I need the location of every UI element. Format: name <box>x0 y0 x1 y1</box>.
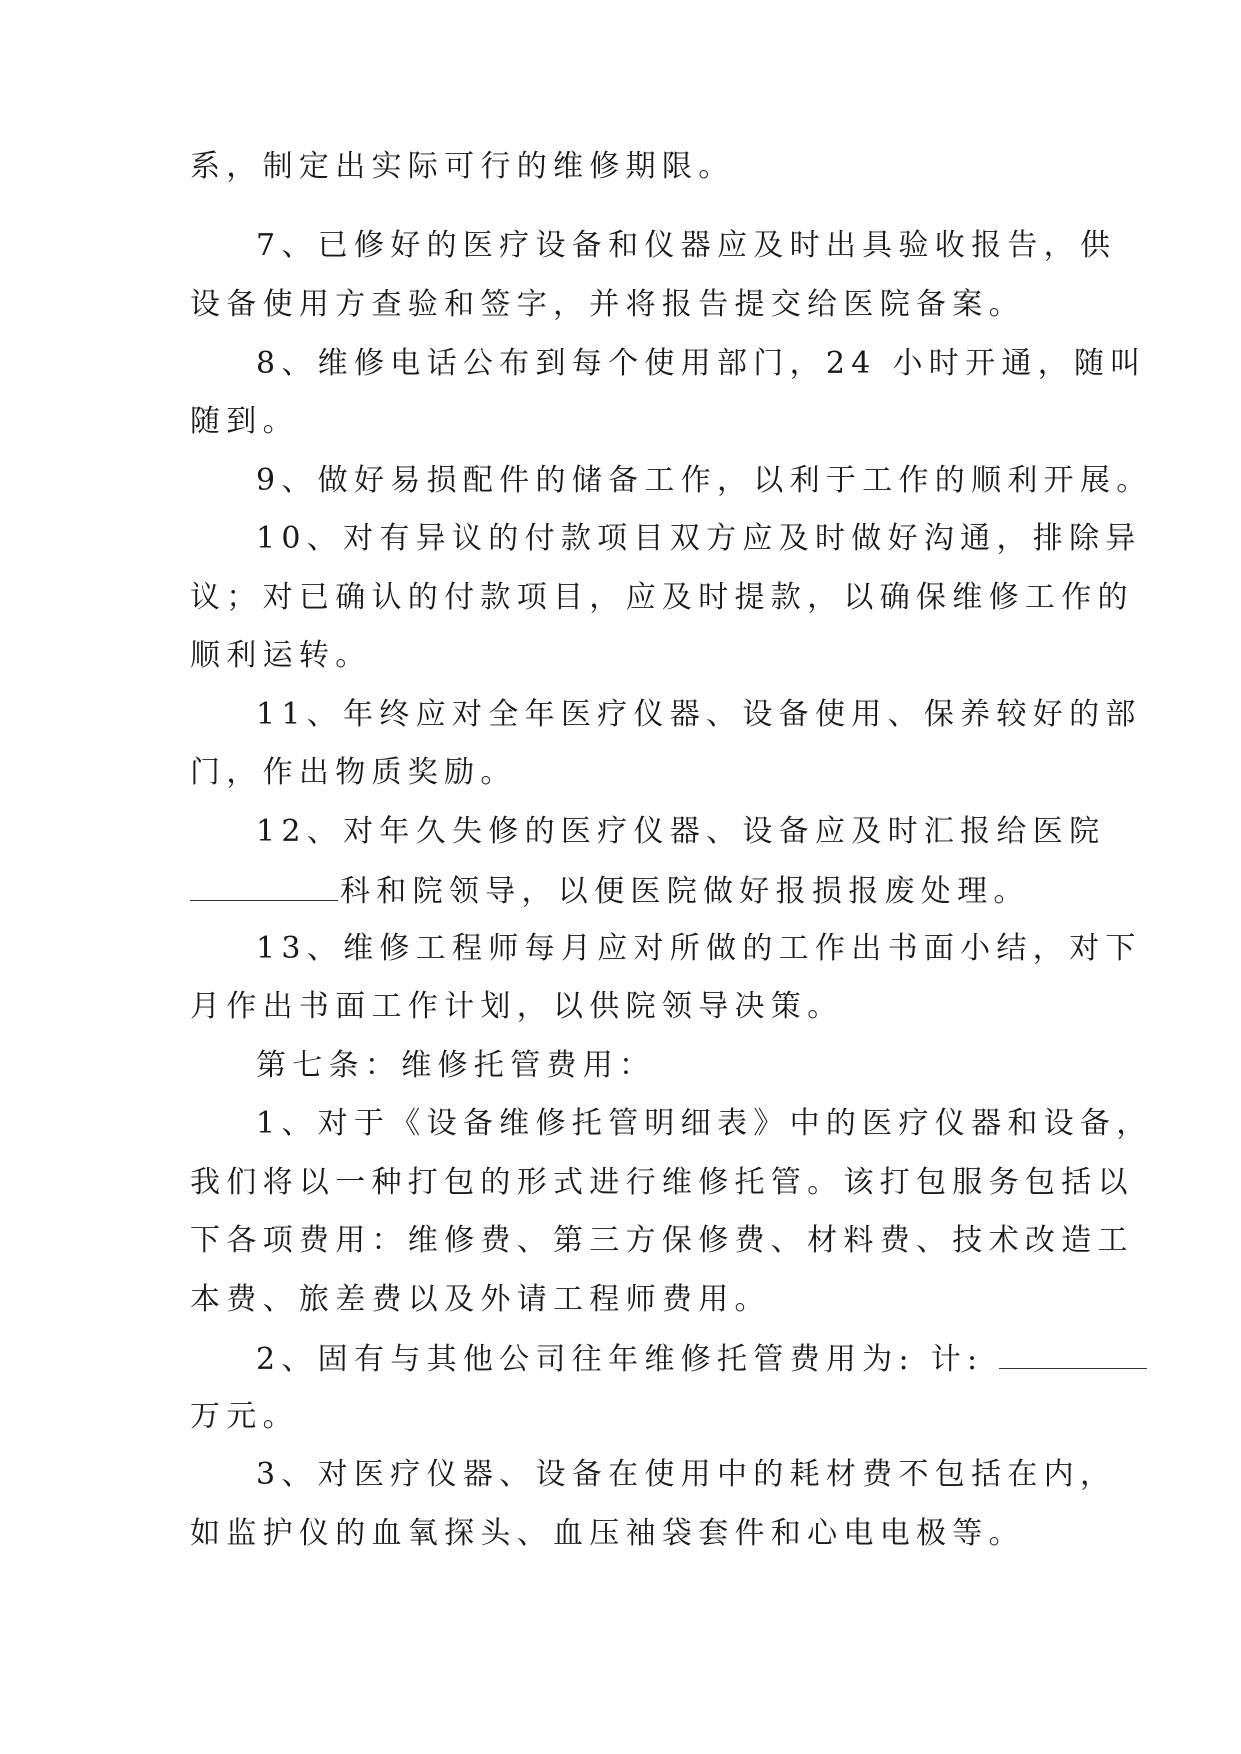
text-line: 3、对医疗仪器、设备在使用中的耗材费不包括在内， <box>256 1457 1117 1492</box>
text-line: 设备使用方查验和签字，并将报告提交给医院备案。 <box>190 287 1025 322</box>
text-line: 1、对于《设备维修托管明细表》中的医疗仪器和设备， <box>256 1106 1153 1141</box>
fill-in-blank <box>190 870 338 901</box>
text-line <box>256 1338 1149 1380</box>
text-line: 顺利运转。 <box>190 638 372 673</box>
text-line: 8、维修电话公布到每个使用部门，24 小时开通，随叫 <box>256 346 1147 381</box>
text-line: 7、已修好的医疗设备和仪器应及时出具验收报告，供 <box>256 228 1117 263</box>
text-line: 门，作出物质奖励。 <box>190 755 517 790</box>
text-line: 如监护仪的血氧探头、血压袖袋套件和心电电极等。 <box>190 1516 1025 1551</box>
text-line: 月作出书面工作计划，以供院领导决策。 <box>190 989 844 1024</box>
text-line <box>190 870 1030 912</box>
text-line: 本费、旅差费以及外请工程师费用。 <box>190 1282 771 1317</box>
text-line: 11、年终应对全年医疗仪器、设备使用、保养较好的部 <box>256 697 1142 732</box>
text-line-content: 2、固有与其他公司往年维修托管费用为: 计: <box>256 1342 984 1377</box>
text-line: 议；对已确认的付款项目，应及时提款，以确保维修工作的 <box>190 580 1134 615</box>
text-line: 系，制定出实际可行的维修期限。 <box>190 149 735 184</box>
text-line: 下各项费用：维修费、第三方保修费、材料费、技术改造工 <box>190 1223 1134 1258</box>
text-line: 10、对有异议的付款项目双方应及时做好沟通，排除异 <box>256 521 1142 556</box>
text-line: 我们将以一种打包的形式进行维修托管。该打包服务包括以 <box>190 1165 1134 1200</box>
text-line: 13、维修工程师每月应对所做的工作出书面小结，对下 <box>256 931 1142 966</box>
section-heading: 第七条：维修托管费用： <box>256 1048 656 1083</box>
fill-in-blank <box>999 1338 1147 1369</box>
text-line: 9、做好易损配件的储备工作，以利于工作的顺利开展。 <box>256 463 1153 498</box>
text-line: 12、对年久失修的医疗仪器、设备应及时汇报给医院 <box>256 814 1106 849</box>
text-line: 万元。 <box>190 1399 299 1434</box>
text-line: 随到。 <box>190 404 299 439</box>
text-line-content: 科和院领导，以便医院做好报损报废处理。 <box>340 874 1030 909</box>
